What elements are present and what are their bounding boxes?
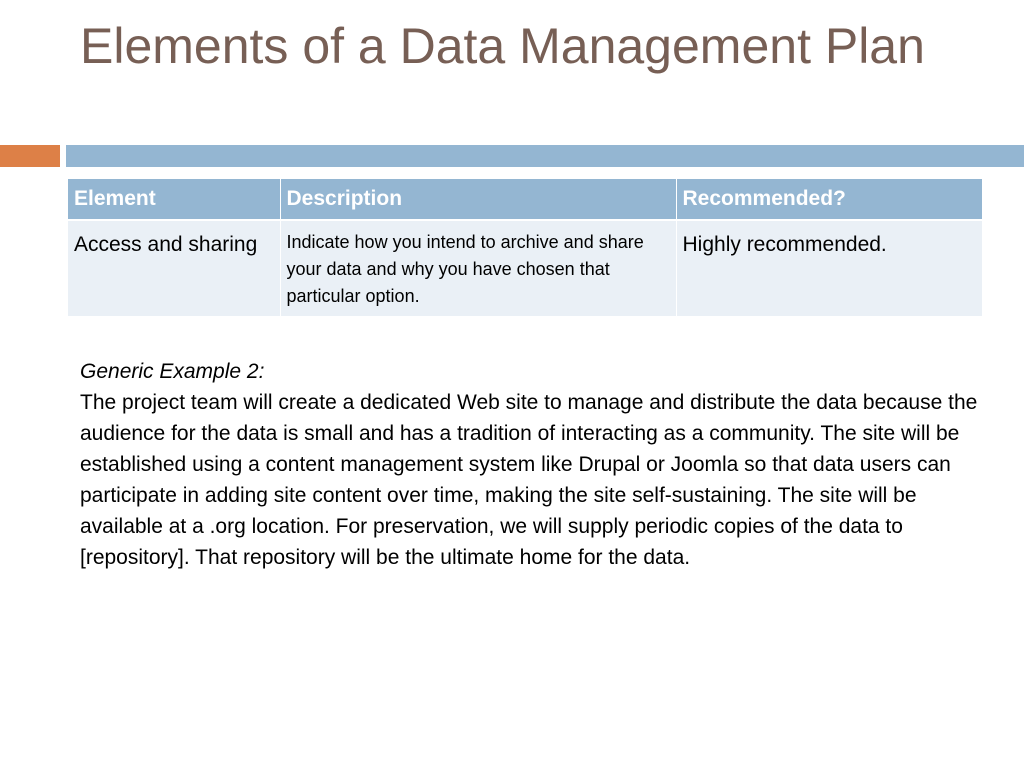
column-header-element: Element: [68, 179, 280, 220]
example-heading: Generic Example 2:: [80, 360, 265, 383]
cell-recommended: Highly recommended.: [676, 220, 982, 316]
column-header-description: Description: [280, 179, 676, 220]
slide-title: Elements of a Data Management Plan: [80, 18, 925, 74]
column-header-recommended: Recommended?: [676, 179, 982, 220]
table-row: [68, 220, 982, 316]
cell-element: Access and sharing: [68, 220, 280, 316]
title-accent-bar-orange: [0, 145, 60, 167]
example-block: [80, 356, 1000, 573]
example-body-text: The project team will create a dedicated Web site to manage and distribute the data because the audience for the data is small and has a tradition of interacting as a community. The site will be established using a content management system like Drupal or Joomla so that data users can participate in adding site content over time, making the site self-sustaining. The site will be available at a .org location. For preservation, we will supply periodic copies of the data to [repository]. That repository will be the ultimate home for the data.: [80, 391, 978, 569]
dmp-elements-table: [68, 179, 982, 316]
table-header-row: [68, 179, 982, 220]
title-accent-bar-blue: [66, 145, 1024, 167]
cell-description: Indicate how you intend to archive and share your data and why you have chosen that particular option.: [280, 220, 676, 316]
